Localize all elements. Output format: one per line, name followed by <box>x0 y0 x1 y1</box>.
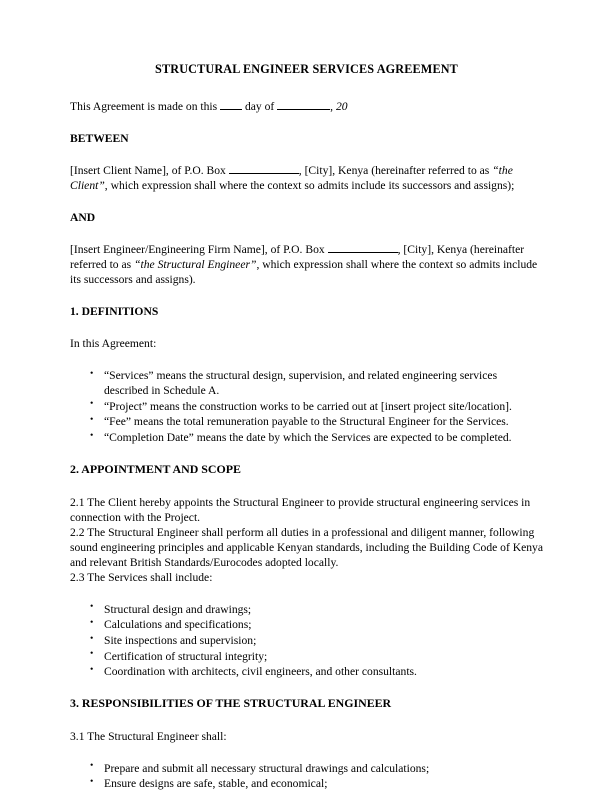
between-heading: BETWEEN <box>70 131 129 145</box>
engineer-name-placeholder: [Insert Engineer/Engineering Firm Name], of P.O. Box <box>70 242 325 256</box>
client-clause-tail: , which expression shall where the context so admits include its successors and assigns); <box>104 178 515 192</box>
list-item: • Site inspections and supervision; <box>90 633 543 648</box>
clause-2-3: 2.3 The Services shall include: <box>70 570 213 584</box>
clause-2-2: 2.2 The Structural Engineer shall perform all duties in a professional and diligent manner, following sound engineering principles and applicable Kenyan standards, including the Building Code of Kenya and relevant British Standards/Eurocodes adopted locally. <box>70 525 543 569</box>
month-blank-field[interactable] <box>277 109 330 110</box>
agreement-date-line <box>70 99 543 114</box>
section-heading-appointment-scope: 2. APPOINTMENT AND SCOPE <box>70 462 241 477</box>
client-city-text: , [City], Kenya (hereinafter referred to as <box>298 163 490 177</box>
date-line-middle: day of <box>244 99 275 113</box>
page-title: STRUCTURAL ENGINEER SERVICES AGREEMENT <box>155 62 458 76</box>
services-bullet-list <box>70 602 543 679</box>
client-pobox-blank-field[interactable] <box>229 173 299 174</box>
definitions-lead-in: In this Agreement: <box>70 337 157 351</box>
section-heading-responsibilities: 3. RESPONSIBILITIES OF THE STRUCTURAL ENGINEER <box>70 696 392 711</box>
list-item: • “Completion Date” means the date by which the Services are expected to be completed. <box>90 430 543 445</box>
day-blank-field[interactable] <box>220 109 242 110</box>
definitions-bullet-list <box>70 368 543 445</box>
list-item: • Structural design and drawings; <box>90 602 543 617</box>
list-item: • “Project” means the construction works to be carried out at [insert project site/location]. <box>90 399 543 414</box>
list-item: • “Fee” means the total remuneration payable to the Structural Engineer for the Services. <box>90 414 543 429</box>
client-party-paragraph <box>70 163 543 193</box>
engineer-city-text: , [City], Kenya (hereinafter referred to as <box>70 242 525 272</box>
section-heading-definitions: 1. DEFINITIONS <box>70 305 159 319</box>
list-item: • Prepare and submit all necessary structural drawings and calculations; <box>90 761 543 776</box>
list-item: • Coordination with architects, civil engineers, and other consultants. <box>90 664 543 679</box>
list-item: • “Services” means the structural design, supervision, and related engineering services described in Schedule A. <box>90 368 543 398</box>
and-heading: AND <box>70 210 96 224</box>
date-line-prefix: This Agreement is made on this <box>70 99 218 113</box>
engineer-party-paragraph <box>70 242 543 287</box>
client-name-placeholder: [Insert Client Name], of P.O. Box <box>70 163 226 177</box>
client-defined-term: “the Client” <box>70 163 513 192</box>
clause-2-1: 2.1 The Client hereby appoints the Structural Engineer to provide structural engineering services in connection with the Project. <box>70 495 531 524</box>
list-item: • Calculations and specifications; <box>90 617 543 632</box>
date-line-comma: , <box>330 99 336 113</box>
responsibilities-bullet-list <box>70 761 543 792</box>
engineer-clause-tail: , which expression shall where the context so admits include its successors and assigns). <box>70 258 538 287</box>
appointment-clauses <box>70 495 543 585</box>
engineer-defined-term: “the Structural Engineer” <box>134 258 257 272</box>
year-prefix: 20 <box>335 99 348 113</box>
clause-3-1: 3.1 The Structural Engineer shall: <box>70 729 227 743</box>
list-item: • Certification of structural integrity; <box>90 649 543 664</box>
engineer-pobox-blank-field[interactable] <box>328 252 398 253</box>
list-item: • Ensure designs are safe, stable, and economical; <box>90 776 543 791</box>
